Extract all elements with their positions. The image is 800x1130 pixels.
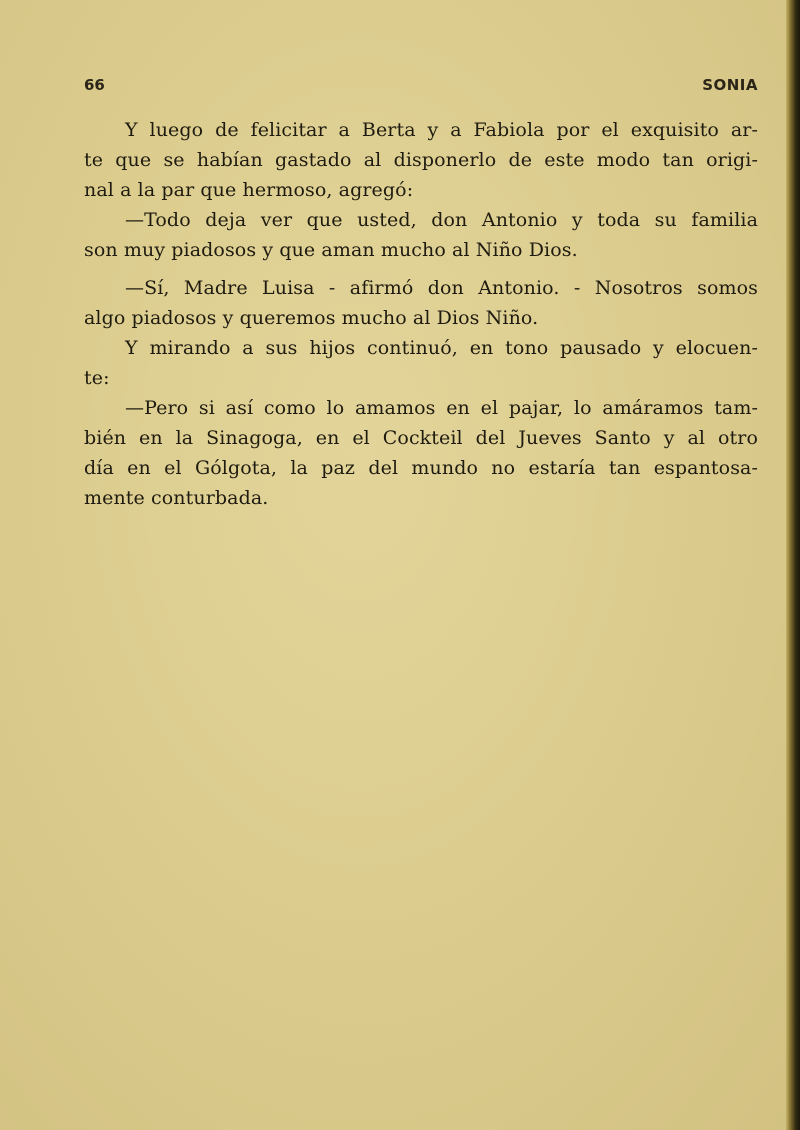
page-edge-shadow xyxy=(786,0,800,1130)
text-line: Y mirando a sus hijos continuó, en tono pausado y elocuen- xyxy=(125,337,758,359)
paragraph-gap xyxy=(84,265,758,273)
text-line: día en el Gólgota, la paz del mundo no estaría tan espantosa- xyxy=(84,457,758,479)
text-line: son muy piadosos y que aman mucho al Niño Dios. xyxy=(84,239,578,261)
page-number: 66 xyxy=(84,76,105,94)
text-line: —Sí, Madre Luisa - afirmó don Antonio. - Nosotros somos xyxy=(125,277,758,299)
text-line: te: xyxy=(84,367,110,389)
text-line: te que se habían gastado al disponerlo de este modo tan origi- xyxy=(84,149,758,171)
text-line: mente conturbada. xyxy=(84,487,269,509)
text-line: —Pero si así como lo amamos en el pajar, lo amáramos tam- xyxy=(125,397,758,419)
text-line: bién en la Sinagoga, en el Cockteil del Jueves Santo y al otro xyxy=(84,427,758,449)
text-line: —Todo deja ver que usted, don Antonio y toda su familia xyxy=(125,209,758,231)
text-line: algo piadosos y queremos mucho al Dios Niño. xyxy=(84,307,539,329)
body-text xyxy=(84,115,758,513)
page-header xyxy=(84,76,758,98)
running-title: SONIA xyxy=(702,76,758,94)
text-line: nal a la par que hermoso, agregó: xyxy=(84,179,414,201)
text-line: Y luego de felicitar a Berta y a Fabiola por el exquisito ar- xyxy=(125,119,758,141)
